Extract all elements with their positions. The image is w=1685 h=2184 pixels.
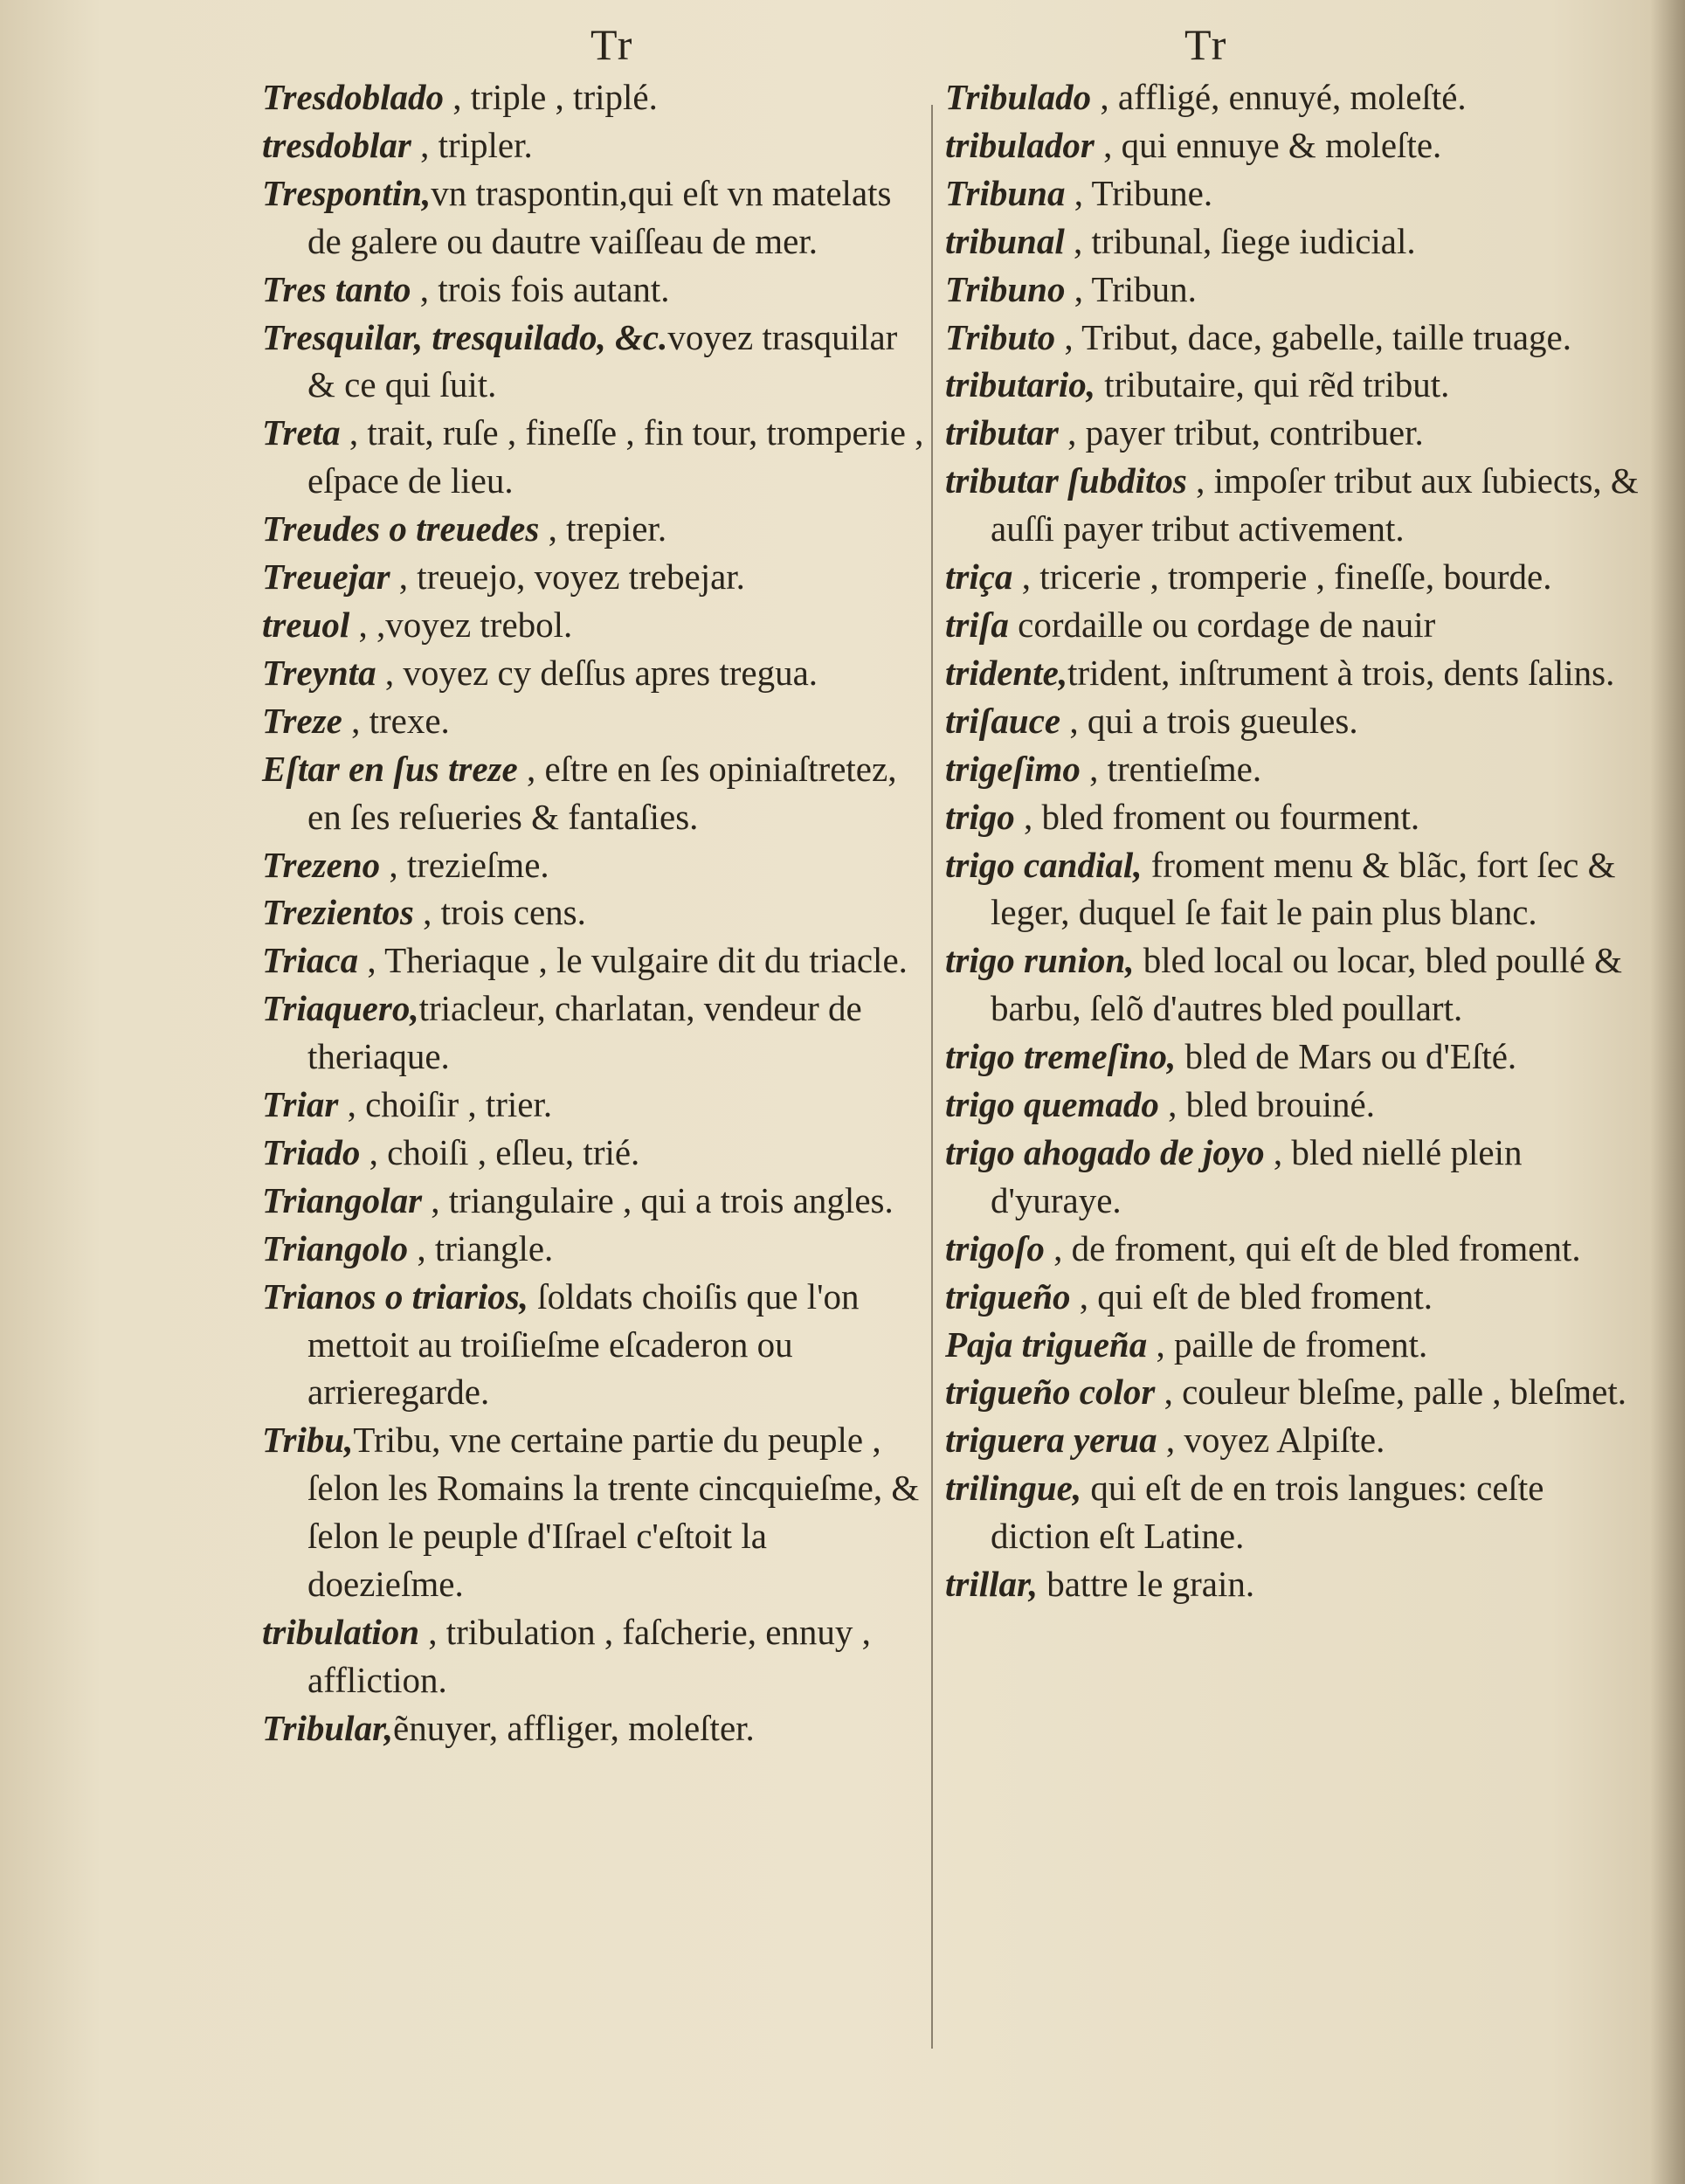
dictionary-entry — [945, 936, 1644, 1033]
entry-headword: trigo runion, — [945, 940, 1135, 981]
entry-definition: paille de froment. — [1173, 1324, 1428, 1365]
dictionary-entry — [262, 936, 926, 985]
entry-headword: trillar, — [945, 1564, 1038, 1605]
dictionary-entry — [945, 697, 1644, 745]
entry-headword: trigueño color — [945, 1372, 1156, 1413]
entry-definition: ẽnuyer, affliger, moleſter. — [393, 1707, 755, 1748]
entry-headword: Treuejar — [262, 556, 390, 598]
entry-headword: triſauce — [945, 700, 1061, 741]
dictionary-entry — [262, 1608, 926, 1704]
entry-definition: Tribune. — [1091, 172, 1213, 213]
dictionary-entry — [262, 409, 926, 505]
dictionary-entry — [262, 985, 926, 1081]
entry-separator: , — [444, 77, 471, 117]
entry-headword: tridente, — [945, 652, 1068, 693]
entry-definition: triple , triplé. — [470, 77, 658, 117]
entry-definition: Tribun. — [1091, 268, 1197, 309]
entry-definition: voyez Alpiſte. — [1184, 1420, 1385, 1461]
dictionary-entry — [945, 793, 1644, 841]
entry-definition: trois fois autant. — [438, 268, 670, 309]
dictionary-entry — [262, 314, 926, 410]
dictionary-entry — [945, 169, 1644, 218]
entry-headword: trigo tremeſino, — [945, 1036, 1177, 1077]
entry-separator: , — [422, 1179, 449, 1220]
entry-headword: tributar — [945, 412, 1059, 453]
dictionary-entry — [262, 505, 926, 553]
entry-definition: bled local ou locar, bled poullé & barbu, ſelõ d'autres bled poullart. — [991, 940, 1623, 1029]
entry-separator: , — [419, 1612, 446, 1652]
running-header-right: Tr — [1184, 20, 1228, 69]
dictionary-entry — [945, 121, 1644, 169]
dictionary-entry — [945, 1368, 1644, 1416]
entry-separator: , — [360, 1131, 388, 1172]
entry-headword: Treze — [262, 700, 342, 741]
dictionary-entry — [945, 1225, 1644, 1273]
entry-separator: , — [1264, 1131, 1292, 1172]
entry-definition: triangulaire , qui a trois angles. — [448, 1179, 894, 1220]
entry-headword: tribulation — [262, 1612, 420, 1652]
entry-separator — [1038, 1564, 1046, 1604]
entry-headword: trigueño — [945, 1275, 1071, 1317]
entry-headword: triſa — [945, 604, 1009, 645]
entry-definition: impoſer tribut aux ſubiects, & auſſi payer tribut activement. — [991, 460, 1639, 549]
entry-definition: voyez trasquilar & ce qui ſuit. — [307, 316, 898, 405]
entry-headword: Eſtar en ſus treze — [262, 748, 518, 789]
entry-definition: bled froment ou fourment. — [1041, 796, 1420, 837]
dictionary-entry — [945, 218, 1644, 266]
dictionary-entry — [945, 745, 1644, 793]
entry-separator: , — [1058, 412, 1086, 453]
entry-headword: tribunal — [945, 220, 1065, 261]
entry-headword: triça — [945, 556, 1013, 598]
entry-definition: tribunal, ſiege iudicial. — [1091, 220, 1416, 261]
dictionary-entry — [262, 1704, 926, 1752]
entry-headword: tributario, — [945, 364, 1096, 405]
entry-definition: payer tribut, contribuer. — [1085, 412, 1424, 453]
entry-definition: triacleur, charlatan, vendeur de theriaque. — [307, 988, 862, 1077]
entry-definition: trident, inſtrument à trois, dents ſalins. — [1067, 652, 1615, 693]
entry-separator: , — [517, 748, 545, 789]
dictionary-entry — [262, 697, 926, 745]
entry-definition: tributaire, qui rẽd tribut. — [1104, 364, 1450, 405]
dictionary-entry — [945, 1321, 1644, 1369]
entry-separator — [1009, 605, 1018, 645]
entry-headword: treuol — [262, 604, 350, 645]
entry-headword: trigo quemado — [945, 1084, 1159, 1125]
entry-separator: , — [1065, 172, 1092, 213]
entry-separator: , — [390, 556, 418, 598]
entry-headword: tributar ſubditos — [945, 460, 1187, 501]
entry-definition: choiſi , eſleu, trié. — [387, 1131, 640, 1172]
entry-definition: bled niellé plein d'yuraye. — [991, 1131, 1523, 1220]
entry-separator: , — [1065, 268, 1092, 309]
dictionary-entry — [262, 266, 926, 314]
dictionary-entry — [945, 1081, 1644, 1129]
entry-separator: , — [1044, 1227, 1072, 1268]
entry-definition: battre le grain. — [1046, 1564, 1255, 1605]
dictionary-entry — [262, 1129, 926, 1177]
dictionary-entry — [262, 1273, 926, 1417]
entry-headword: Triaquero, — [262, 988, 419, 1029]
entry-headword: Triaca — [262, 940, 359, 981]
dictionary-entry — [262, 121, 926, 169]
entry-definition: trait, ruſe , fineſſe , fin tour, tromperie , eſpace de lieu. — [307, 412, 924, 501]
dictionary-entry — [945, 841, 1644, 937]
dictionary-entry — [262, 888, 926, 936]
dictionary-entry — [262, 169, 926, 266]
entry-separator: , — [376, 652, 404, 693]
entry-definition: affligé, ennuyé, moleſté. — [1117, 77, 1467, 117]
entry-definition: qui eſt de bled froment. — [1097, 1275, 1433, 1317]
entry-definition: ,voyez trebol. — [376, 604, 573, 645]
dictionary-entry — [262, 1081, 926, 1129]
entry-separator: , — [408, 1227, 435, 1268]
entry-headword: Trezeno — [262, 844, 381, 885]
entry-definition: trois cens. — [440, 892, 586, 933]
entry-headword: tribulador — [945, 124, 1095, 165]
entry-definition: qui ennuye & moleſte. — [1121, 124, 1442, 165]
entry-definition: voyez cy deſſus apres tregua. — [403, 652, 818, 693]
entry-headword: Tribular, — [262, 1707, 394, 1748]
entry-headword: Treudes o treuedes — [262, 508, 540, 549]
dictionary-entry — [945, 601, 1644, 649]
dictionary-entry — [945, 649, 1644, 697]
entry-separator: , — [1155, 1372, 1183, 1413]
entry-definition: vn traspontin,qui eſt vn matelats de galere ou dautre vaiſſeau de mer. — [307, 172, 892, 261]
entry-headword: Tributo — [945, 316, 1056, 357]
entry-headword: Triangolar — [262, 1179, 423, 1220]
entry-definition: Tribu, vne certaine partie du peuple , ſelon les Romains la trente cincquieſme, & ſelon le peuple d'Iſrael c'eſtoit la doezieſme. — [307, 1420, 920, 1605]
entry-separator: , — [1147, 1324, 1174, 1365]
entry-headword: triguera yerua — [945, 1420, 1157, 1461]
entry-headword: Triangolo — [262, 1227, 409, 1268]
entry-definition: triangle. — [434, 1227, 554, 1268]
entry-separator: , — [1014, 796, 1042, 837]
dictionary-entry — [945, 457, 1644, 553]
entry-headword: Tres tanto — [262, 268, 411, 309]
entry-headword: trigo ahogado de joyo — [945, 1131, 1265, 1172]
dictionary-entry — [945, 1033, 1644, 1081]
entry-headword: Tribuno — [945, 268, 1066, 309]
entry-separator: , — [1094, 124, 1122, 165]
entry-definition: choiſir , trier. — [365, 1084, 553, 1125]
entry-definition: Theriaque , le vulgaire dit du triacle. — [384, 940, 908, 981]
entry-separator — [1095, 364, 1104, 404]
entry-headword: Trianos o triarios, — [262, 1275, 528, 1317]
dictionary-entry — [262, 553, 926, 601]
entry-headword: Tribulado — [945, 77, 1092, 117]
dictionary-entry — [945, 1464, 1644, 1560]
dictionary-entry — [945, 409, 1644, 457]
entry-headword: trigeſimo — [945, 748, 1081, 789]
page-edge-shadow — [1650, 0, 1685, 2184]
entry-separator: , — [349, 604, 376, 645]
dictionary-entry — [262, 745, 926, 841]
dictionary-entry — [262, 649, 926, 697]
entry-headword: Paja trigueña — [945, 1324, 1148, 1365]
dictionary-entry — [945, 1129, 1644, 1225]
entry-separator — [1176, 1036, 1184, 1076]
entry-definition: bled de Mars ou d'Eſté. — [1184, 1036, 1517, 1077]
entry-definition: qui a trois gueules. — [1087, 700, 1358, 741]
right-column — [945, 73, 1644, 1608]
running-header-left: Tr — [590, 20, 634, 69]
entry-separator: , — [1064, 220, 1092, 261]
entry-headword: trilingue, — [945, 1468, 1082, 1509]
entry-separator: , — [1186, 460, 1214, 501]
left-column — [262, 73, 926, 1752]
entry-definition: qui eſt de en trois langues: ceſte diction eſt Latine. — [991, 1468, 1544, 1557]
entry-definition: bled brouiné. — [1185, 1084, 1375, 1125]
entry-headword: Tribuna — [945, 172, 1066, 213]
dictionary-entry — [262, 1416, 926, 1608]
entry-headword: Triado — [262, 1131, 361, 1172]
dictionary-entry — [262, 601, 926, 649]
entry-definition: trentieſme. — [1107, 748, 1262, 789]
entry-separator: , — [338, 1084, 366, 1125]
entry-headword: Trezientos — [262, 892, 414, 933]
entry-definition: cordaille ou cordage de nauir — [1018, 604, 1436, 645]
entry-headword: Trespontin, — [262, 172, 432, 213]
dictionary-entry — [262, 1177, 926, 1225]
dictionary-entry — [945, 266, 1644, 314]
entry-headword: Tresquilar, tresquilado, &c. — [262, 316, 668, 357]
entry-headword: trigo candial, — [945, 844, 1143, 885]
entry-separator: , — [411, 124, 439, 165]
entry-separator: , — [1091, 77, 1118, 117]
dictionary-entry — [945, 314, 1644, 362]
entry-definition: Tribut, dace, gabelle, taille truage. — [1081, 316, 1572, 357]
dictionary-entry — [262, 841, 926, 889]
entry-headword: trigoſo — [945, 1227, 1045, 1268]
entry-separator: , — [1080, 748, 1108, 789]
dictionary-entry — [945, 73, 1644, 121]
entry-separator: , — [539, 508, 567, 549]
entry-definition: trexe. — [369, 700, 450, 741]
entry-headword: Tribu, — [262, 1420, 354, 1461]
entry-separator: , — [1070, 1275, 1098, 1317]
entry-headword: Treta — [262, 412, 341, 453]
entry-separator — [1143, 845, 1151, 885]
entry-definition: trepier. — [566, 508, 667, 549]
entry-separator: , — [340, 412, 368, 453]
entry-separator: , — [1158, 1084, 1186, 1125]
entry-headword: tresdoblar — [262, 124, 411, 165]
entry-separator: , — [342, 700, 369, 741]
entry-definition: tribulation , faſcherie, ennuy , affliction. — [307, 1612, 871, 1700]
entry-definition: treuejo, voyez trebejar. — [417, 556, 745, 598]
entry-separator — [1135, 940, 1143, 980]
entry-separator: , — [1060, 700, 1088, 741]
entry-definition: tripler. — [438, 124, 533, 165]
entry-separator: , — [380, 844, 407, 885]
entry-separator: , — [1012, 556, 1040, 598]
dictionary-entry — [262, 1225, 926, 1273]
entry-separator: , — [1055, 316, 1082, 357]
entry-headword: Treynta — [262, 652, 376, 693]
dictionary-entry — [945, 1416, 1644, 1464]
entry-definition: froment menu & blãc, fort ſec & leger, duquel ſe fait le pain plus blanc. — [991, 844, 1616, 933]
entry-separator: , — [411, 268, 439, 309]
entry-definition: trezieſme. — [406, 844, 549, 885]
dictionary-entry — [262, 73, 926, 121]
entry-definition: de froment, qui eſt de bled froment. — [1071, 1227, 1581, 1268]
entry-definition: eſtre en ſes opiniaſtretez, en ſes reſueries & fantaſies. — [307, 748, 897, 837]
dictionary-entry — [945, 1273, 1644, 1321]
entry-definition: ſoldats choiſis que l'on mettoit au troiſieſme eſcaderon ou arrieregarde. — [307, 1275, 860, 1413]
column-divider — [931, 105, 933, 2049]
dictionary-entry — [945, 1560, 1644, 1608]
entry-separator — [528, 1276, 537, 1317]
dictionary-entry — [945, 553, 1644, 601]
dictionary-entry — [945, 361, 1644, 409]
entry-separator: , — [358, 940, 385, 981]
entry-headword: Triar — [262, 1084, 339, 1125]
entry-separator: , — [413, 892, 441, 933]
entry-separator — [1081, 1468, 1090, 1508]
entry-definition: tricerie , tromperie , fineſſe, bourde. — [1039, 556, 1552, 598]
entry-definition: couleur bleſme, palle , bleſmet. — [1182, 1372, 1626, 1413]
entry-headword: Tresdoblado — [262, 77, 445, 117]
entry-separator: , — [1157, 1420, 1184, 1461]
entry-headword: trigo — [945, 796, 1015, 837]
